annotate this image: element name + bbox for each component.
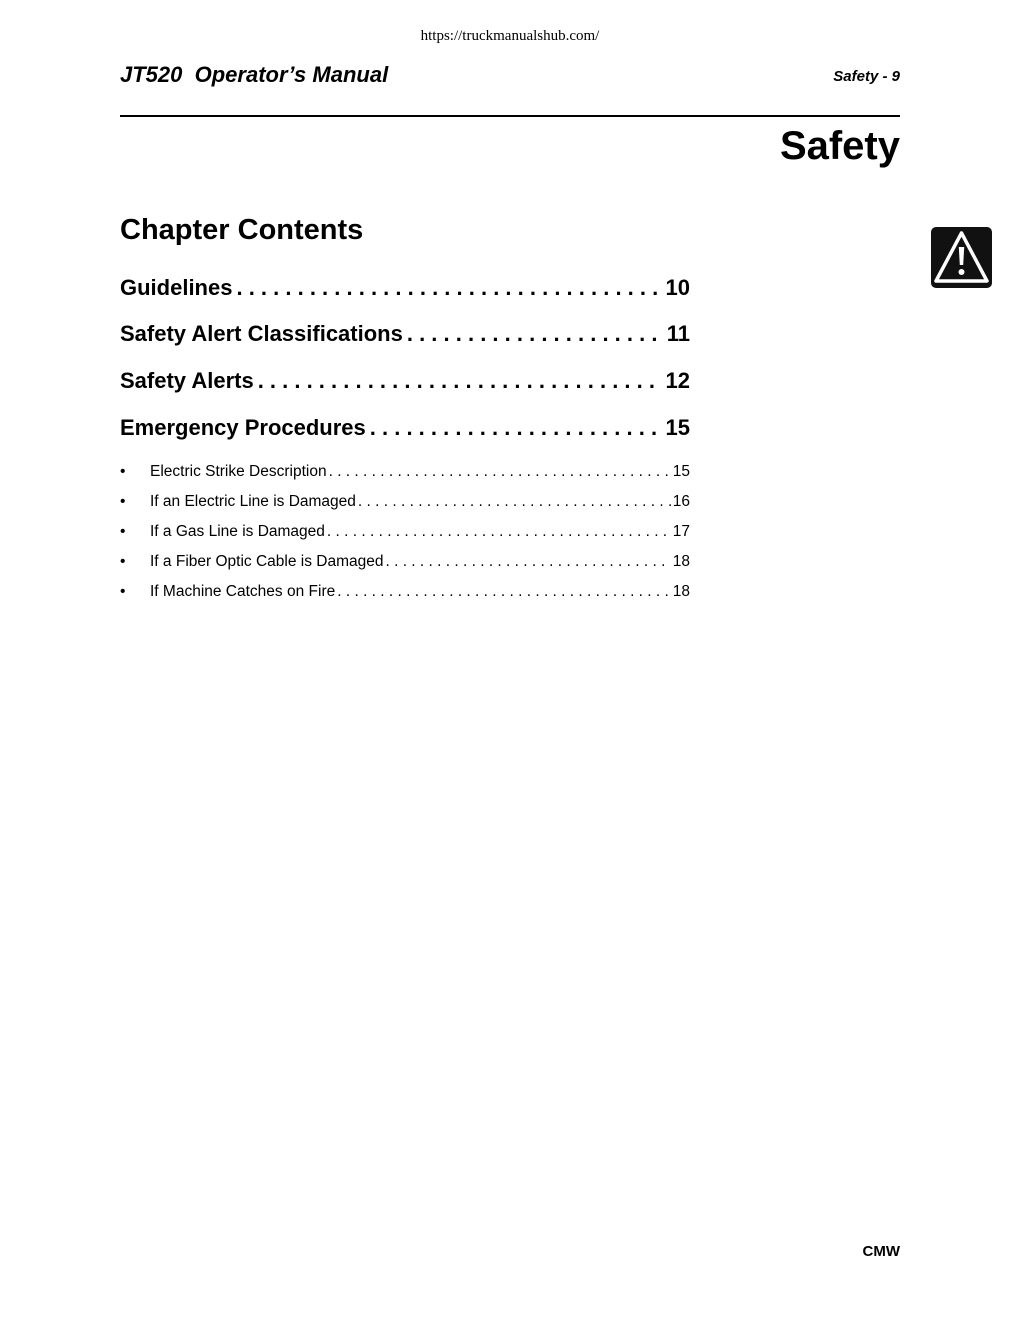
page-reference: Safety - 9: [833, 68, 900, 85]
bullet: •: [120, 523, 126, 540]
toc-entry-page: 10: [665, 275, 690, 300]
toc-entry-page: 11: [666, 321, 690, 346]
toc-sub-entry-label: If a Fiber Optic Cable is Damaged: [150, 553, 384, 570]
toc-leader-dots: [337, 583, 671, 601]
toc-entry-page: 12: [665, 368, 690, 393]
toc-sub-entry-page: 15: [672, 463, 690, 480]
toc-sub-entry-label: If a Gas Line is Damaged: [150, 523, 325, 540]
chapter-title: Safety: [779, 124, 900, 168]
toc-sub-entry[interactable]: [120, 553, 690, 571]
toc-sub-entry[interactable]: [120, 583, 690, 601]
toc-entry-label: Emergency Procedures: [120, 415, 366, 440]
header-divider: [120, 115, 900, 117]
toc-leader-dots: [329, 463, 671, 481]
toc-leader-dots: [358, 493, 671, 511]
toc-sub-entry-page: 17: [672, 523, 690, 540]
bullet: •: [120, 553, 126, 570]
toc-sub-entry-label: If an Electric Line is Damaged: [150, 493, 356, 510]
toc-sub-entry[interactable]: [120, 463, 690, 481]
toc-entry-label: Safety Alert Classifications: [120, 321, 403, 346]
footer-code: CMW: [862, 1243, 900, 1260]
toc-entry-label: Safety Alerts: [120, 368, 254, 393]
bullet: •: [120, 583, 126, 600]
bullet: •: [120, 463, 126, 480]
toc-leader-dots: [236, 275, 661, 301]
manual-title: JT520 Operator’s Manual: [120, 62, 389, 87]
bullet: •: [120, 493, 126, 510]
toc-entry-page: 15: [665, 415, 690, 440]
toc-leader-dots: [327, 523, 671, 541]
source-url[interactable]: https://truckmanualshub.com/: [420, 28, 600, 44]
toc-entry-label: Guidelines: [120, 275, 233, 300]
toc-leader-dots: [407, 321, 663, 347]
toc-entry[interactable]: [120, 321, 690, 347]
chapter-contents-heading: Chapter Contents: [120, 214, 364, 246]
toc-sub-entry-page: 16: [672, 493, 690, 510]
toc-entry[interactable]: [120, 275, 690, 301]
toc-leader-dots: [385, 553, 670, 571]
toc-sub-entry[interactable]: [120, 493, 690, 511]
toc-entry[interactable]: [120, 368, 690, 394]
warning-triangle-icon: [931, 227, 992, 288]
toc-entry[interactable]: [120, 415, 690, 441]
toc-sub-entry-page: 18: [672, 553, 690, 570]
toc-leader-dots: [258, 368, 662, 394]
toc-sub-entry[interactable]: [120, 523, 690, 541]
toc-sub-entry-page: 18: [672, 583, 690, 600]
toc-leader-dots: [370, 415, 662, 441]
toc-sub-entry-label: Electric Strike Description: [150, 463, 327, 480]
toc-sub-entry-label: If Machine Catches on Fire: [150, 583, 336, 600]
